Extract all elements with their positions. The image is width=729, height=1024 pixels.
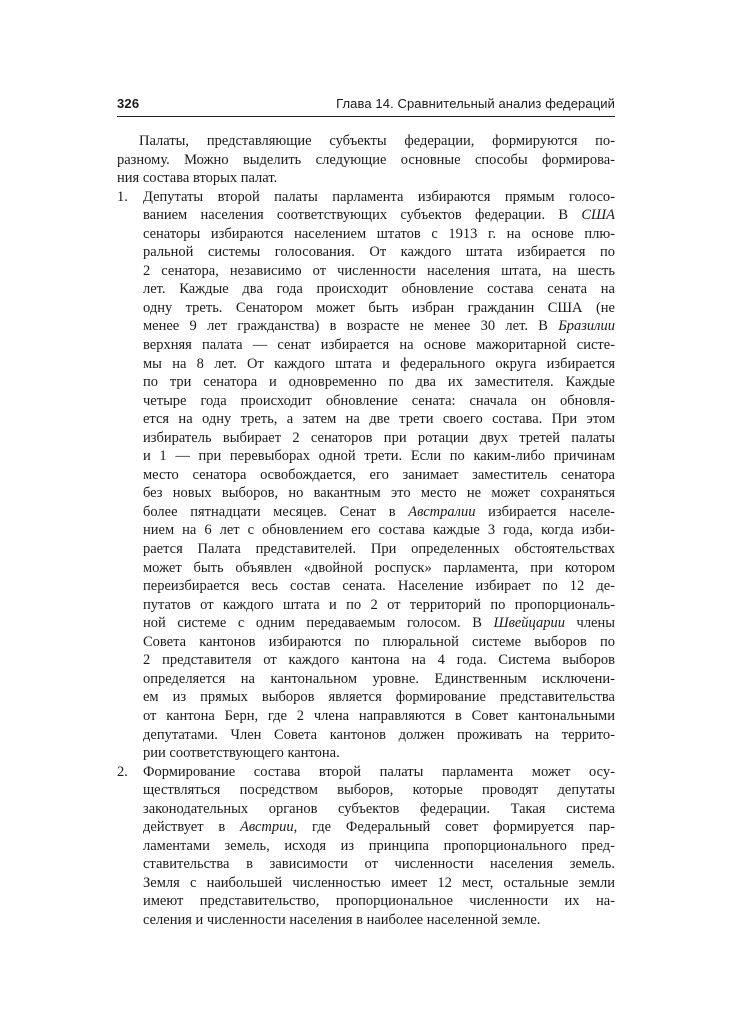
list-item-1 <box>117 188 615 763</box>
text-line: без новых выборов, но вакантным это место не может сохраняться <box>143 485 615 502</box>
text-line: четыре года происходит обновление сената: сначала он обновля- <box>143 392 615 409</box>
text-line: менее 9 лет гражданства) в возрасте не менее 30 лет. В Бразилии <box>143 318 615 335</box>
text-line: 2 сенатора, независимо от численности населения штата, на шесть <box>143 262 615 279</box>
text-line: разному. Можно выделить следующие основные способы формирова- <box>117 151 615 168</box>
text-line: мы на 8 лет. От каждого штата и федерального округа избирается <box>143 355 615 372</box>
text-line: переизбирается весь состав сената. Население избирает по 12 де- <box>143 578 615 595</box>
text-line: Совета кантонов избираются по плюральной системе выборов по <box>143 633 615 650</box>
text-line: Формирование состава второй палаты парламента может осу- <box>143 763 615 780</box>
text-line: ставительства в зависимости от численности населения земель. <box>143 856 615 873</box>
text-line: имеют представительство, пропорциональное численности их на- <box>143 893 615 910</box>
text-line: определяется на кантональном уровне. Единственным исключени- <box>143 670 615 687</box>
text-line: путатов от каждого штата и по 2 от территорий по пропорциональ- <box>143 596 615 613</box>
text-line: и 1 — при перевыборах одной трети. Если по каким-либо причинам <box>143 448 615 465</box>
running-head: Глава 14. Сравнительный анализ федераций <box>336 96 615 111</box>
text-line: Земля с наибольшей численностью имеет 12 мест, остальные земли <box>143 874 615 891</box>
text-line: верхняя палата — сенат избирается на основе мажоритарной систе- <box>143 337 615 354</box>
text-line: место сенатора освобождается, его занимает заместитель сенатора <box>143 466 615 483</box>
text-line: ванием населения соответствующих субъектов федерации. В США <box>143 207 615 224</box>
text-line: ральной системы голосования. От каждого штата избирается по <box>143 244 615 261</box>
text-line: ем из прямых выборов является формирование представительства <box>143 689 615 706</box>
text-line: лет. Каждые два года происходит обновление состава сената на <box>143 281 615 298</box>
text-line: Палаты, представляющие субъекты федерации, формируются по- <box>139 133 615 149</box>
page-header <box>117 96 615 117</box>
text-line: по три сенатора и одновременно по два их заместителя. Каждые <box>143 374 615 391</box>
text-line: Депутаты второй палаты парламента избираются прямым голосо- <box>143 188 615 205</box>
page-number: 326 <box>117 96 140 111</box>
text-line: селения и численности населения в наиболее населенной земле. <box>143 911 541 928</box>
text-line: ется на одну треть, а затем на две трети своего состава. При этом <box>143 411 615 428</box>
text-line: ществляться посредством выборов, которые проводят депутаты <box>143 782 615 799</box>
page-body <box>117 132 615 930</box>
text-line: ламентами земель, исходя из принципа пропорционального пред- <box>143 837 615 854</box>
text-line: нием на 6 лет с обновлением его состава каждые 3 года, когда изби- <box>143 522 615 539</box>
text-line: от кантона Берн, где 2 члена направляются в Совет кантональными <box>143 707 615 724</box>
text-line: действует в Австрии, где Федеральный совет формируется пар- <box>143 819 615 836</box>
intro-paragraph <box>117 132 615 188</box>
text-line: ния состава вторых палат. <box>117 170 278 187</box>
text-line: одну треть. Сенатором может быть избран гражданин США (не <box>143 299 615 316</box>
text-line: более пятнадцати месяцев. Сенат в Австралии избирается населе- <box>143 503 615 520</box>
text-line: избиратель выбирает 2 сенаторов при ротации двух третей палаты <box>143 429 615 446</box>
text-line: 2 представителя от каждого кантона на 4 года. Система выборов <box>143 652 615 669</box>
text-line: ной системе с одним передаваемым голосом. В Швейцарии члены <box>143 615 615 632</box>
list-item-2 <box>117 763 615 930</box>
list-item-number: 2. <box>117 763 128 780</box>
list-item-text <box>117 188 615 763</box>
text-line: депутатами. Член Совета кантонов должен проживать на террито- <box>143 726 615 743</box>
text-line: рается Палата представителей. При определенных обстоятельствах <box>143 541 615 558</box>
text-line: сенаторы избираются населением штатов с 1913 г. на основе плю- <box>143 225 615 242</box>
list-item-number: 1. <box>117 188 128 205</box>
text-line: законодательных органов субъектов федерации. Такая система <box>143 800 615 817</box>
list-item-text <box>117 763 615 930</box>
text-line: рии соответствующего кантона. <box>143 745 340 762</box>
text-line: может быть объявлен «двойной роспуск» парламента, при котором <box>143 559 615 576</box>
